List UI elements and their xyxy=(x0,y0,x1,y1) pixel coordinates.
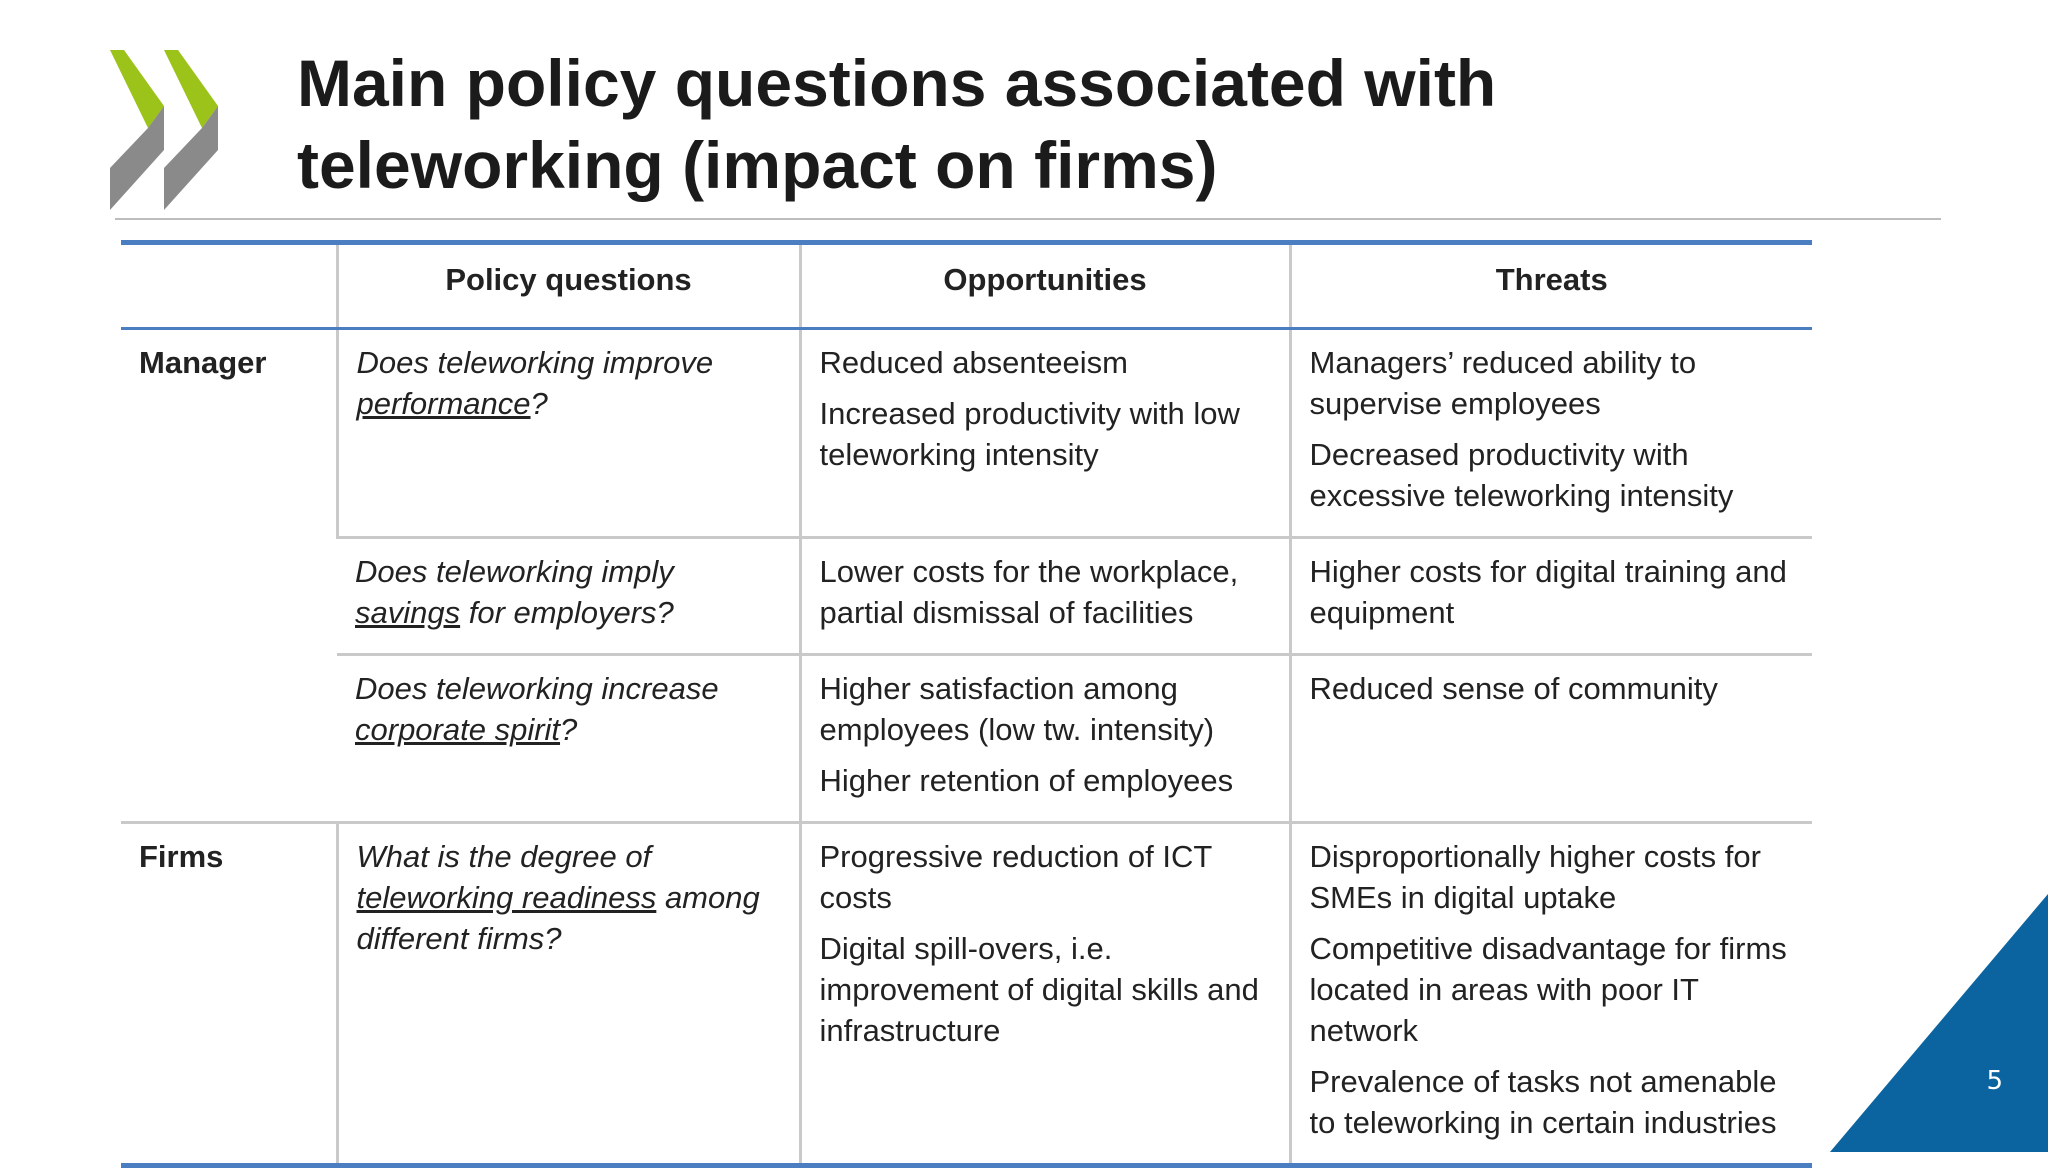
threat-item: Disproportionally higher costs for SMEs in digital uptake xyxy=(1309,839,1761,915)
opportunities-cell xyxy=(800,655,1290,823)
opportunities-cell xyxy=(800,538,1290,655)
opportunity-item: Higher retention of employees xyxy=(819,763,1234,798)
question-keyword: corporate spirit xyxy=(355,712,561,747)
opportunity-item: Progressive reduction of ICT costs xyxy=(819,839,1212,915)
header-policy-questions: Policy questions xyxy=(337,243,800,329)
opportunity-item: Lower costs for the workplace, partial dismissal of facilities xyxy=(819,554,1239,630)
opportunity-item: Digital spill-overs, i.e. improvement of digital skills and infrastructure xyxy=(819,931,1259,1048)
title-line-2: teleworking (impact on firms) xyxy=(297,128,1218,202)
threat-item: Competitive disadvantage for firms located in areas with poor IT network xyxy=(1309,931,1787,1048)
question-text: Does teleworking improve xyxy=(356,345,714,380)
threat-item: Prevalence of tasks not amenable to teleworking in certain industries xyxy=(1309,1064,1777,1140)
opportunity-item: Reduced absenteeism xyxy=(819,345,1128,380)
corner-triangle xyxy=(1830,894,2048,1152)
question-text: What is the degree of xyxy=(356,839,652,874)
threats-cell xyxy=(1290,329,1812,538)
opportunities-cell xyxy=(800,329,1290,538)
question-keyword: performance xyxy=(356,386,531,421)
page-number: 5 xyxy=(1986,1066,2003,1096)
header-threats: Threats xyxy=(1290,243,1812,329)
threat-item: Higher costs for digital training and equipment xyxy=(1309,554,1787,630)
question-text: for employers? xyxy=(460,595,674,630)
title-line-1: Main policy questions associated with xyxy=(297,46,1497,120)
page-title xyxy=(297,42,1947,206)
question-text: Does teleworking increase xyxy=(355,671,719,706)
threats-cell xyxy=(1290,823,1812,1166)
table-row xyxy=(121,823,1812,1166)
title-divider xyxy=(115,218,1941,220)
policy-question-cell xyxy=(337,823,800,1166)
question-keyword: savings xyxy=(355,595,461,630)
policy-table xyxy=(121,240,1812,1168)
opportunity-item: Increased productivity with low teleworking intensity xyxy=(819,396,1240,472)
opportunity-item: Higher satisfaction among employees (low tw. intensity) xyxy=(819,671,1215,747)
table-header-row xyxy=(121,243,1812,329)
threats-cell xyxy=(1290,655,1812,823)
table-row xyxy=(121,329,1812,538)
row-group-label: Firms xyxy=(121,823,337,1166)
header-empty xyxy=(121,243,337,329)
header-opportunities: Opportunities xyxy=(800,243,1290,329)
question-text: ? xyxy=(530,386,548,421)
question-keyword: teleworking readiness xyxy=(356,880,657,915)
row-group-label: Manager xyxy=(121,329,337,823)
threats-cell xyxy=(1290,538,1812,655)
opportunities-cell xyxy=(800,823,1290,1166)
threat-item: Managers’ reduced ability to supervise employees xyxy=(1309,345,1697,421)
policy-question-cell xyxy=(337,329,800,538)
policy-question-cell xyxy=(337,655,800,823)
threat-item: Decreased productivity with excessive teleworking intensity xyxy=(1309,437,1734,513)
threat-item: Reduced sense of community xyxy=(1309,671,1718,706)
table-row xyxy=(121,655,1812,823)
policy-question-cell xyxy=(337,538,800,655)
question-text: among different firms? xyxy=(356,880,760,956)
question-text: ? xyxy=(560,712,578,747)
table-row xyxy=(121,538,1812,655)
table-body xyxy=(121,329,1812,1166)
question-text: Does teleworking imply xyxy=(355,554,674,589)
oecd-chevron-logo-icon xyxy=(110,50,220,210)
